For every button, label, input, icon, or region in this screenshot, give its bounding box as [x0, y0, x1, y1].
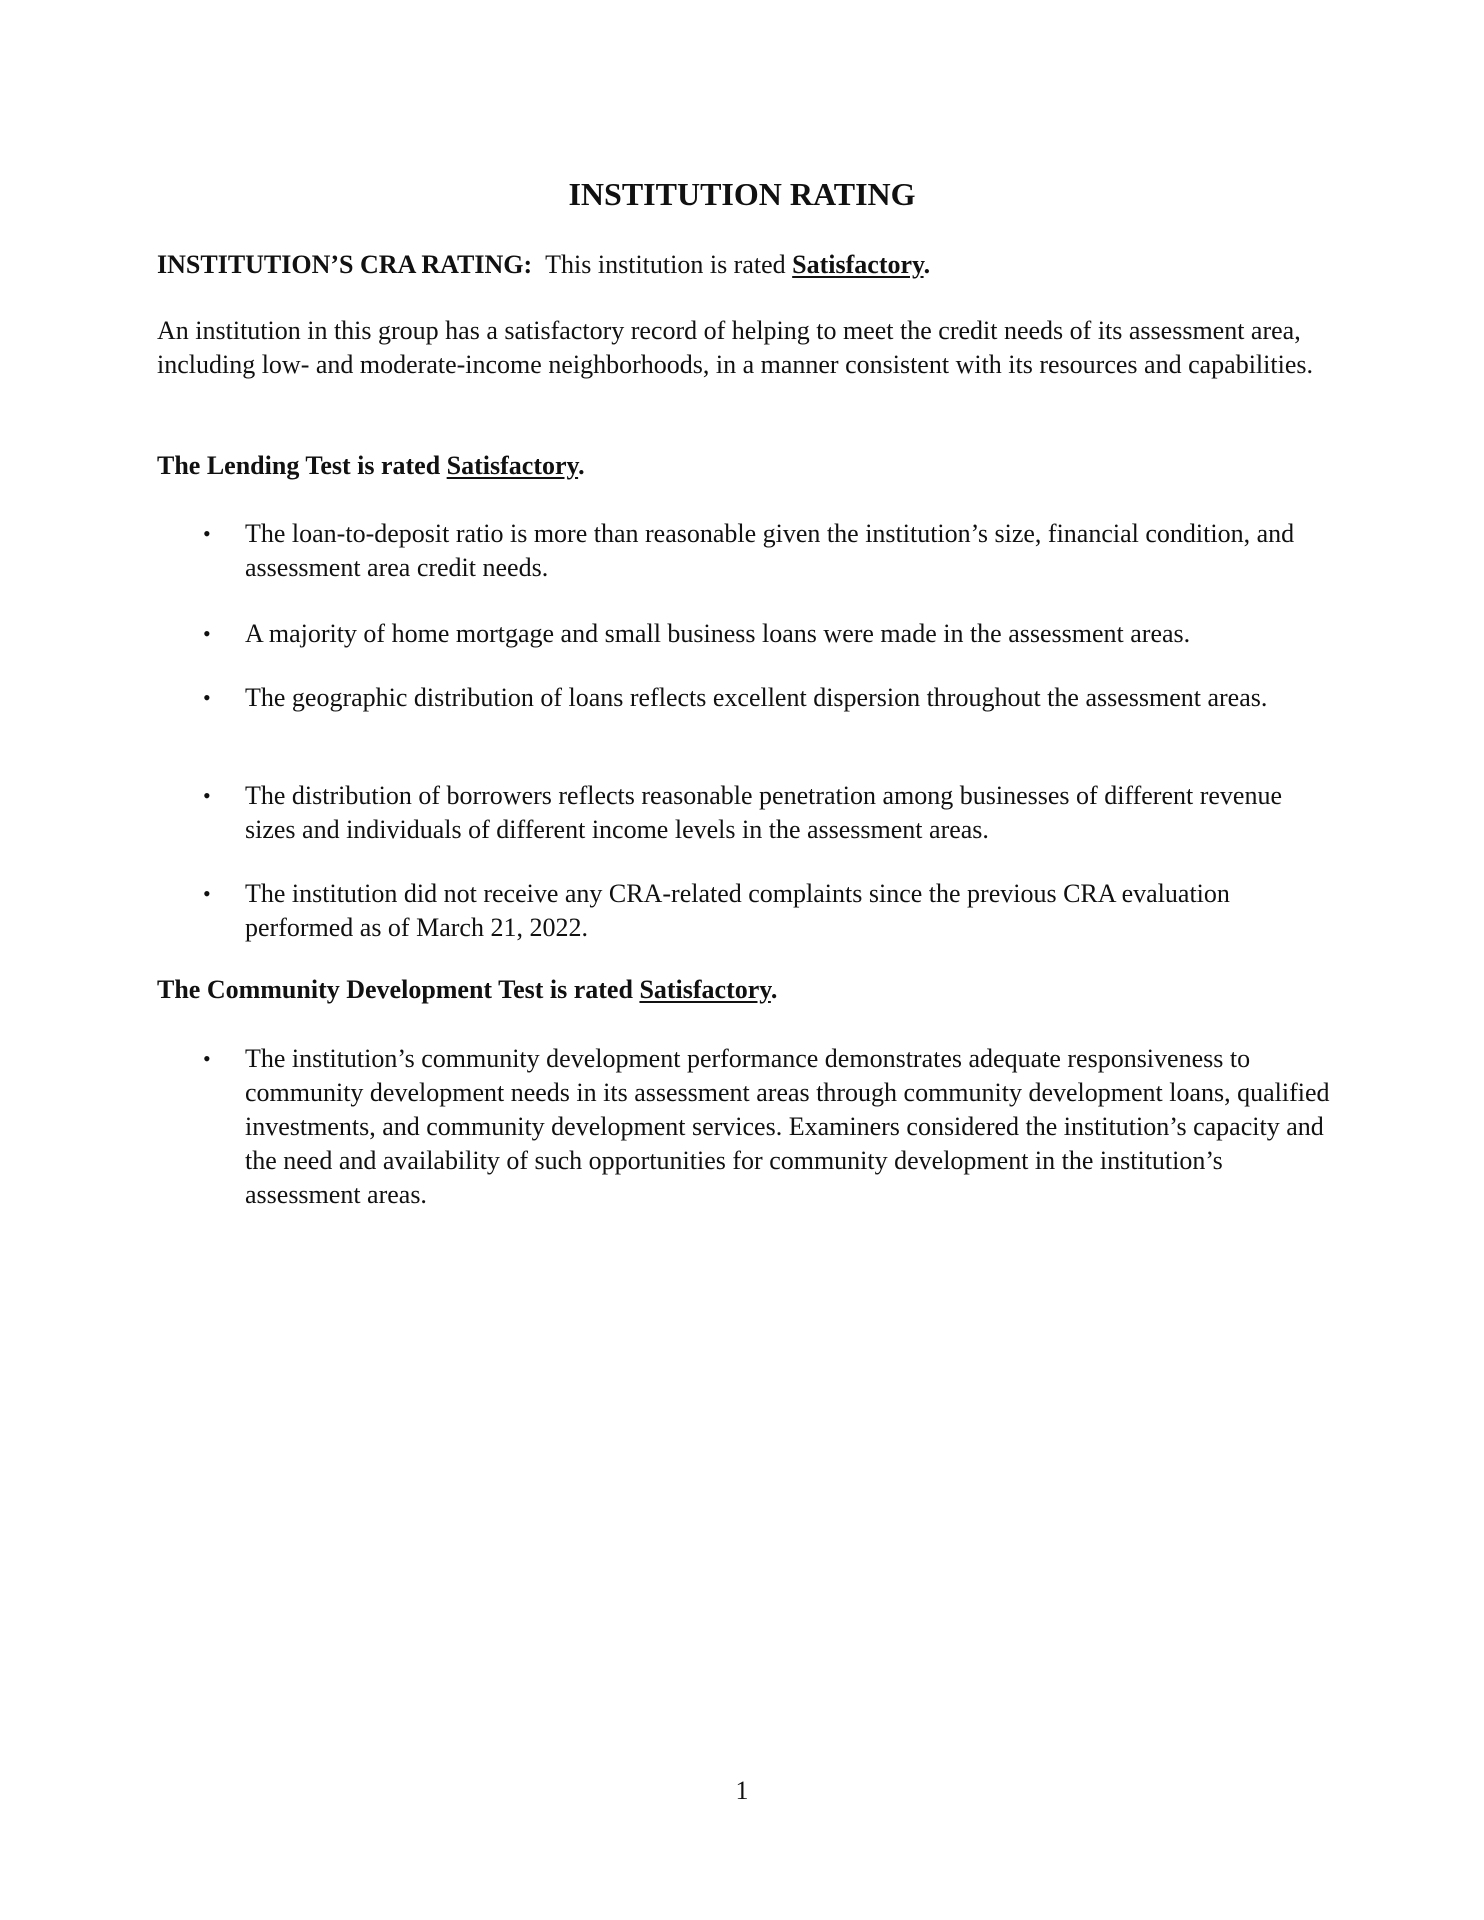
- cra-rating-text: This institution is rated: [545, 250, 786, 279]
- lending-bullet-text: The institution did not receive any CRA-related complaints since the previous CRA evaluation performed as of March 21, 2022.: [245, 879, 1230, 942]
- lending-bullet-text: A majority of home mortgage and small business loans were made in the assessment areas.: [245, 619, 1191, 648]
- lending-bullet: [203, 517, 1333, 585]
- lending-bullet-text: The distribution of borrowers reflects reasonable penetration among businesses of different revenue sizes and individuals of different income levels in the assessment areas.: [245, 781, 1283, 844]
- community-bullet: [203, 1042, 1333, 1212]
- lending-bullet: [203, 779, 1333, 847]
- lending-test-heading: [157, 449, 585, 483]
- lending-heading-end: .: [578, 451, 585, 480]
- lending-bullet: [203, 617, 1333, 651]
- page-title: INSTITUTION RATING: [568, 176, 916, 212]
- community-bullet-text: The institution’s community development performance demonstrates adequate responsiveness to community development needs in its assessment areas through community development loans, qualified investments, and community development services. Examiners considered the institution’s capacity and the need and availability of such opportunities for community development in the institution’s assessment areas.: [245, 1044, 1330, 1209]
- bullet-glyph: •: [203, 685, 211, 710]
- lending-bullet: [203, 877, 1333, 945]
- bullet-glyph: •: [203, 621, 211, 646]
- lending-bullet-text: The loan-to-deposit ratio is more than reasonable given the institution’s size, financial condition, and assessment area credit needs.: [245, 519, 1295, 582]
- intro-paragraph: An institution in this group has a satisfactory record of helping to meet the credit needs of its assessment area, including low- and moderate-income neighborhoods, in a manner consistent with its resources and capabilities.: [157, 316, 1313, 379]
- community-development-test-heading: [157, 973, 777, 1007]
- bullet-glyph: •: [203, 521, 211, 546]
- bullet-glyph: •: [203, 881, 211, 906]
- cra-rating-line: [157, 248, 930, 282]
- cra-rating-end: .: [923, 250, 931, 279]
- lending-bullet-text: The geographic distribution of loans reflects excellent dispersion throughout the assessment areas.: [245, 683, 1268, 712]
- community-heading-end: .: [770, 975, 778, 1004]
- bullet-glyph: •: [203, 783, 211, 808]
- cra-rating-value: Satisfactory: [792, 250, 924, 279]
- cra-rating-label: INSTITUTION’S CRA RATING:: [157, 250, 533, 279]
- bullet-glyph: •: [203, 1046, 211, 1071]
- lending-heading-prefix: The Lending Test is rated: [157, 451, 441, 480]
- community-heading-value: Satisfactory: [639, 975, 771, 1004]
- community-heading-prefix: The Community Development Test is rated: [157, 975, 633, 1004]
- page-number: 1: [735, 1776, 749, 1805]
- lending-heading-value: Satisfactory: [446, 451, 579, 480]
- lending-bullet: [203, 681, 1333, 715]
